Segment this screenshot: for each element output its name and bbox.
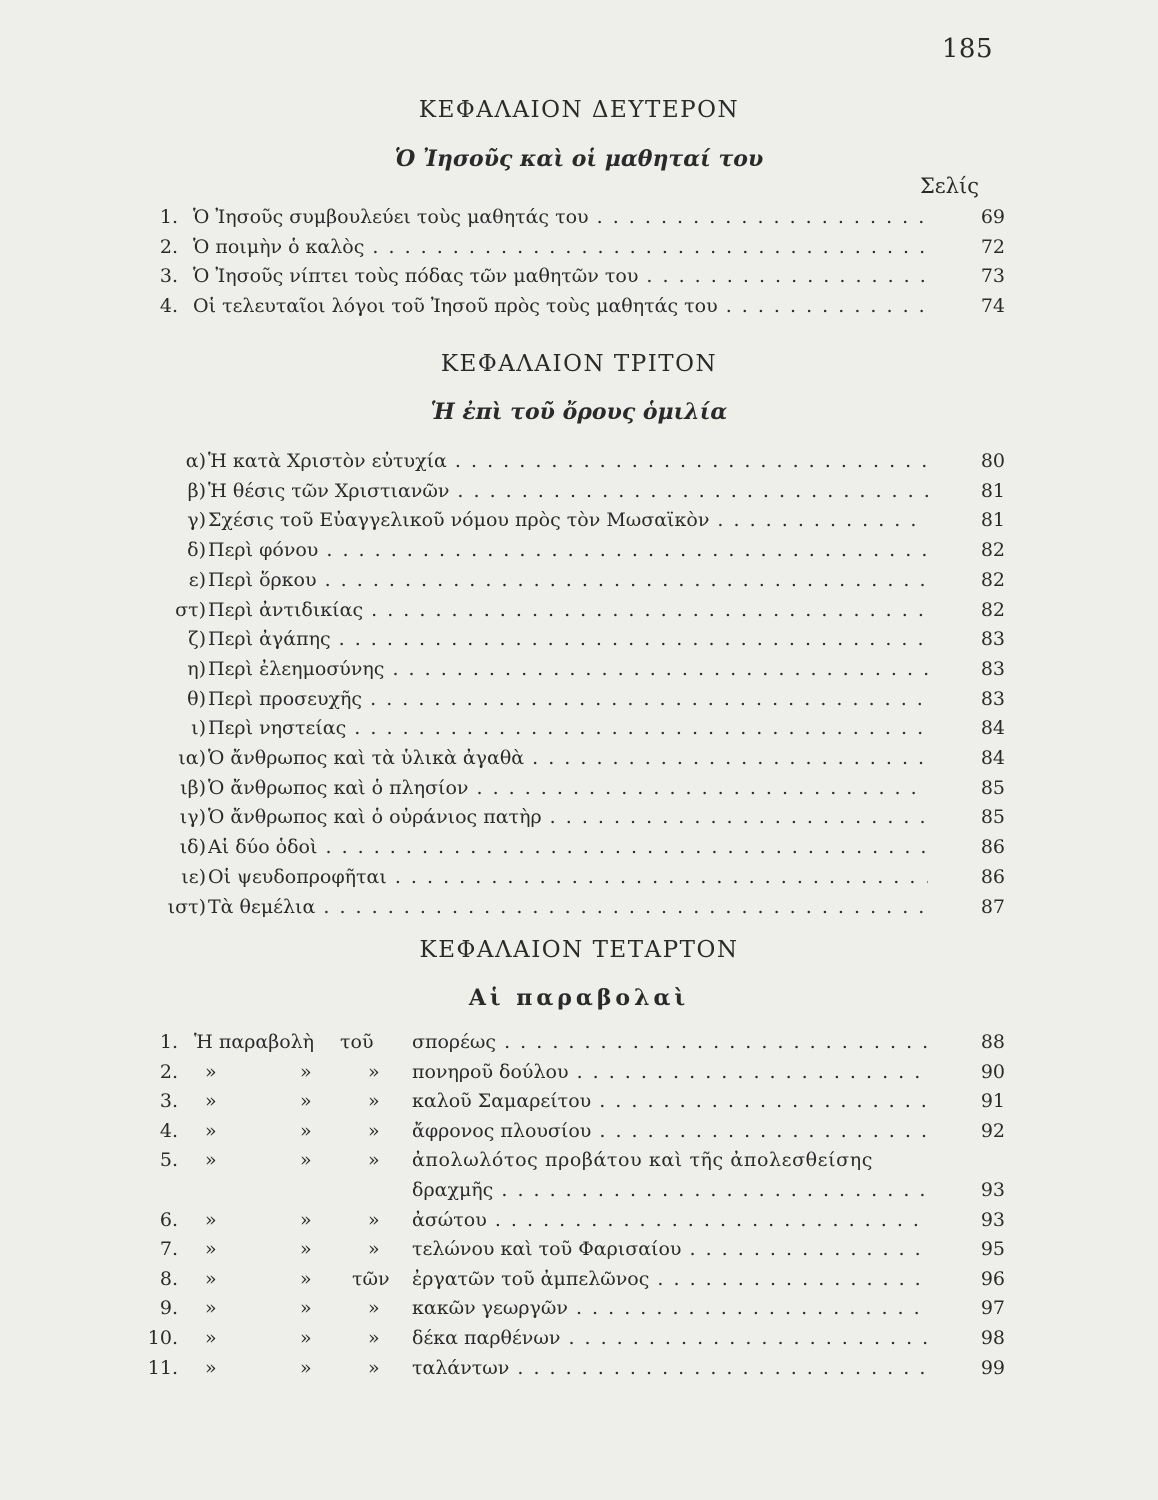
entry-number: ιε) xyxy=(181,865,206,888)
entry-title: ἀπολωλότος προβάτου καὶ τῆς ἀπολεσθείσης xyxy=(412,1149,873,1172)
entry-number: 1. xyxy=(159,1031,178,1053)
entry-page: 73 xyxy=(980,265,1005,287)
entry-page: 91 xyxy=(980,1090,1005,1113)
entry-page: 81 xyxy=(980,479,1005,502)
entry-page: 95 xyxy=(980,1238,1005,1261)
entry-number: 1. xyxy=(159,206,178,228)
entry-title: Περὶ ἀντιδικίας . . . xyxy=(208,596,928,624)
entry-page: 93 xyxy=(980,1179,1005,1201)
entry-prefix: » xyxy=(205,1149,217,1172)
entry-page: 98 xyxy=(980,1327,1005,1349)
entry-number: ια) xyxy=(178,747,206,769)
entry-title: ἐργατῶν τοῦ ἀμπελῶνος . . . xyxy=(412,1265,928,1293)
chapter-subtitle: Ἡ ἐπὶ τοῦ ὄρους ὁμιλία xyxy=(430,399,728,425)
entry-number: ε) xyxy=(188,568,206,591)
entry-title: σπορέως . . . xyxy=(412,1028,928,1056)
entry-prefix: » xyxy=(205,1060,217,1083)
entry-title: Οἱ τελευταῖοι λόγοι τοῦ Ἰησοῦ πρὸς τοὺς μαθητάς του . . . xyxy=(193,292,928,320)
entry-number: στ) xyxy=(175,598,206,621)
entry-article: τοῦ xyxy=(340,1031,374,1053)
entry-article: » xyxy=(368,1327,380,1349)
entry-page: 83 xyxy=(980,657,1005,680)
toc-entry xyxy=(0,566,1158,594)
entry-number: 10. xyxy=(147,1327,178,1349)
entry-page: 81 xyxy=(980,509,1005,532)
entry-prefix: » xyxy=(205,1119,217,1142)
entry-page: 85 xyxy=(980,806,1005,829)
entry-number: 9. xyxy=(159,1297,178,1320)
toc-entry xyxy=(0,506,1158,534)
entry-prefix: » xyxy=(205,1267,217,1290)
entry-page: 82 xyxy=(980,539,1005,562)
entry-number: 2. xyxy=(159,1060,178,1083)
toc-entry xyxy=(0,893,1158,921)
toc-entry xyxy=(0,1117,1158,1145)
entry-page: 83 xyxy=(980,687,1005,710)
entry-article: » xyxy=(368,1356,380,1379)
entry-title: πονηροῦ δούλου . . . xyxy=(412,1058,928,1086)
toc-entry xyxy=(0,477,1158,505)
entry-article: » xyxy=(300,1238,312,1261)
entry-prefix: » xyxy=(205,1090,217,1113)
entry-article: » xyxy=(300,1119,312,1142)
entry-number: δ) xyxy=(187,539,206,562)
entry-number: θ) xyxy=(187,687,206,710)
entry-title: Περὶ ὅρκου . . . xyxy=(208,566,928,594)
entry-article: » xyxy=(368,1208,380,1231)
entry-article: » xyxy=(368,1119,380,1142)
toc-entry xyxy=(0,1028,1158,1056)
pages-column-header: Σελίς xyxy=(919,174,979,198)
entry-number: α) xyxy=(185,450,206,472)
entry-page: 74 xyxy=(980,294,1005,317)
entry-page: 72 xyxy=(980,235,1005,258)
entry-title: Αἱ δύο ὁδοὶ . . . xyxy=(208,833,928,861)
entry-prefix: Ἡ παραβολὴ xyxy=(194,1031,315,1053)
entry-number: ιδ) xyxy=(179,836,206,859)
chapter-title: ΚΕΦΑΛΑΙΟΝ ΔΕΥΤΕΡΟΝ xyxy=(418,97,740,123)
toc-entry xyxy=(0,1206,1158,1234)
toc-entry xyxy=(0,1146,1158,1174)
chapter-subtitle: Ὁ Ἰησοῦς καὶ οἱ μαθηταί του xyxy=(394,146,764,172)
entry-page: 87 xyxy=(980,895,1005,918)
toc-entry xyxy=(0,744,1158,772)
entry-page: 90 xyxy=(980,1060,1005,1083)
entry-page: 96 xyxy=(980,1267,1005,1290)
chapter-subtitle: Αἱ παραβολαὶ xyxy=(468,985,690,1011)
entry-page: 85 xyxy=(980,776,1005,799)
entry-page: 82 xyxy=(980,568,1005,591)
entry-page: 82 xyxy=(980,598,1005,621)
toc-entry xyxy=(0,233,1158,261)
entry-title: Ὁ ποιμὴν ὁ καλὸς . . . xyxy=(193,233,928,261)
entry-article: » xyxy=(300,1327,312,1349)
entry-title: Ὁ ἄνθρωπος καὶ ὁ πλησίον . . . xyxy=(208,774,928,802)
entry-title: Τὰ θεμέλια . . . xyxy=(208,893,928,921)
entry-article: » xyxy=(300,1060,312,1083)
entry-title: Περὶ προσευχῆς . . . xyxy=(208,685,928,713)
entry-title: Οἱ ψευδοπροφῆται . . . xyxy=(208,863,928,891)
entry-title: Ἡ θέσις τῶν Χριστιανῶν . . . xyxy=(208,477,928,505)
toc-entry xyxy=(0,863,1158,891)
entry-number: 3. xyxy=(159,1090,178,1113)
toc-entry xyxy=(0,1354,1158,1382)
entry-number: 6. xyxy=(159,1208,178,1231)
entry-page: 84 xyxy=(980,747,1005,769)
entry-number: ι) xyxy=(191,717,206,740)
entry-title: Ὁ Ἰησοῦς νίπτει τοὺς πόδας τῶν μαθητῶν του . . . xyxy=(193,262,928,290)
entry-title: δέκα παρθένων . . . xyxy=(412,1324,928,1352)
entry-title: ἀσώτου . . . xyxy=(412,1206,928,1234)
toc-entry xyxy=(0,1058,1158,1086)
toc-entry-continued xyxy=(0,1176,1158,1204)
entry-prefix: » xyxy=(205,1327,217,1349)
toc-entry xyxy=(0,596,1158,624)
entry-article: » xyxy=(300,1208,312,1231)
entry-article: » xyxy=(368,1297,380,1320)
entry-number: 4. xyxy=(159,1119,178,1142)
entry-title: κακῶν γεωργῶν . . . xyxy=(412,1294,928,1322)
entry-number: 8. xyxy=(159,1267,178,1290)
entry-article: » xyxy=(300,1356,312,1379)
entry-article: » xyxy=(368,1149,380,1172)
entry-title: Ὁ Ἰησοῦς συμβουλεύει τοὺς μαθητάς του . . . xyxy=(193,203,928,231)
toc-entry xyxy=(0,1087,1158,1115)
toc-entry xyxy=(0,685,1158,713)
entry-prefix: » xyxy=(205,1238,217,1261)
entry-number: ιβ) xyxy=(180,776,206,799)
entry-number: ζ) xyxy=(188,628,206,651)
entry-title: Ὁ ἄνθρωπος καὶ ὁ οὐράνιος πατὴρ . . . xyxy=(208,803,928,831)
toc-entry xyxy=(0,447,1158,475)
entry-prefix: » xyxy=(205,1356,217,1379)
entry-title: Περὶ ἐλεημοσύνης . . . xyxy=(208,655,928,683)
page-number: 185 xyxy=(941,34,993,64)
entry-title: Ἡ κατὰ Χριστὸν εὐτυχία . . . xyxy=(208,447,928,475)
toc-entry xyxy=(0,833,1158,861)
toc-entry xyxy=(0,1294,1158,1322)
entry-page: 84 xyxy=(980,717,1005,740)
entry-number: 4. xyxy=(159,294,178,317)
entry-page: 69 xyxy=(980,206,1005,228)
toc-entry xyxy=(0,774,1158,802)
entry-number: γ) xyxy=(187,509,206,532)
toc-entry xyxy=(0,1324,1158,1352)
toc-entry xyxy=(0,655,1158,683)
entry-article: » xyxy=(300,1297,312,1320)
entry-title: καλοῦ Σαμαρείτου . . . xyxy=(412,1087,928,1115)
entry-prefix: » xyxy=(205,1297,217,1320)
entry-page: 86 xyxy=(980,836,1005,859)
entry-page: 93 xyxy=(980,1208,1005,1231)
chapter-title: ΚΕΦΑΛΑΙΟΝ ΤΕΤΑΡΤΟΝ xyxy=(419,937,739,963)
entry-title: Ὁ ἄνθρωπος καὶ τὰ ὑλικὰ ἀγαθὰ . . . xyxy=(208,744,928,772)
entry-page: 80 xyxy=(980,450,1005,472)
toc-entry xyxy=(0,536,1158,564)
entry-article: » xyxy=(300,1090,312,1113)
entry-number: 11. xyxy=(147,1356,178,1379)
entry-number: 7. xyxy=(159,1238,178,1261)
toc-entry xyxy=(0,1235,1158,1263)
entry-page: 97 xyxy=(980,1297,1005,1320)
entry-page: 88 xyxy=(980,1031,1005,1053)
toc-entry xyxy=(0,262,1158,290)
entry-title-continued: δραχμῆς . . . xyxy=(412,1176,928,1204)
entry-number: ιγ) xyxy=(179,806,206,829)
entry-number: 5. xyxy=(159,1149,178,1172)
entry-title: Περὶ ἀγάπης . . . xyxy=(208,625,928,653)
entry-article: » xyxy=(300,1267,312,1290)
chapter-title: ΚΕΦΑΛΑΙΟΝ ΤΡΙΤΟΝ xyxy=(440,351,718,377)
entry-title: ταλάντων . . . xyxy=(412,1354,928,1382)
toc-entry xyxy=(0,625,1158,653)
entry-article: » xyxy=(300,1149,312,1172)
entry-number: 2. xyxy=(159,235,178,258)
entry-title: τελώνου καὶ τοῦ Φαρισαίου . . . xyxy=(412,1235,928,1263)
toc-entry xyxy=(0,1265,1158,1293)
entry-number: ιστ) xyxy=(167,895,206,918)
entry-page: 99 xyxy=(980,1356,1005,1379)
entry-title: Περὶ νηστείας . . . xyxy=(208,714,928,742)
entry-article: τῶν xyxy=(352,1267,390,1290)
entry-prefix: » xyxy=(205,1208,217,1231)
entry-article: » xyxy=(368,1238,380,1261)
entry-number: β) xyxy=(187,479,206,502)
toc-entry xyxy=(0,292,1158,320)
toc-entry xyxy=(0,203,1158,231)
toc-entry xyxy=(0,714,1158,742)
entry-page: 92 xyxy=(980,1119,1005,1142)
entry-title: ἄφρονος πλουσίου . . . xyxy=(412,1117,928,1145)
entry-number: 3. xyxy=(159,265,178,287)
toc-entry xyxy=(0,803,1158,831)
entry-article: » xyxy=(368,1060,380,1083)
entry-title: Σχέσις τοῦ Εὐαγγελικοῦ νόμου πρὸς τὸν Μωσαϊκὸν . . . xyxy=(208,506,928,534)
entry-page: 86 xyxy=(980,865,1005,888)
entry-number: η) xyxy=(187,657,206,680)
entry-title: Περὶ φόνου . . . xyxy=(208,536,928,564)
entry-article: » xyxy=(368,1090,380,1113)
entry-page: 83 xyxy=(980,628,1005,651)
